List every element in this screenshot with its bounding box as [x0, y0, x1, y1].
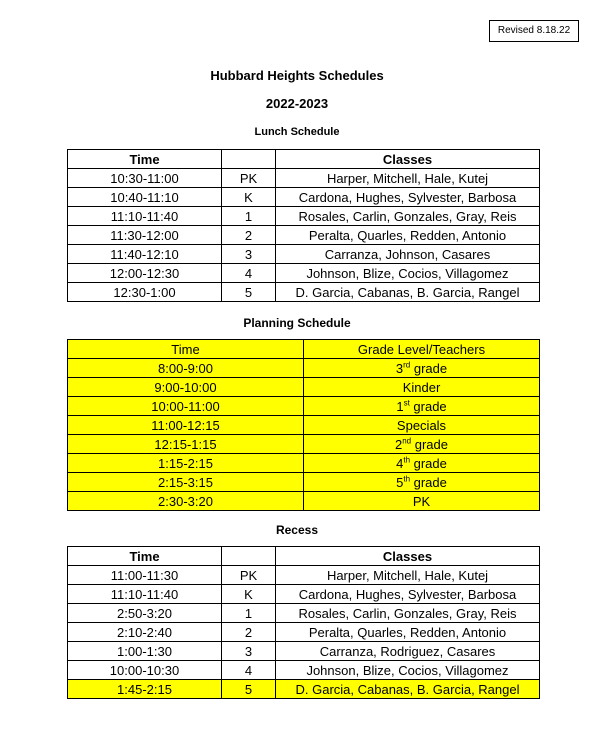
lunch-time-header: Time	[68, 150, 222, 169]
table-row	[68, 416, 540, 435]
grade-cell: K	[222, 188, 276, 207]
time-cell: 11:30-12:00	[68, 226, 222, 245]
grade-label: grade	[410, 455, 447, 471]
time-cell: 11:10-11:40	[68, 207, 222, 226]
table-row	[68, 454, 540, 473]
classes-cell: Peralta, Quarles, Redden, Antonio	[276, 623, 540, 642]
grade-number: 2	[394, 436, 403, 452]
table-row	[68, 226, 540, 245]
classes-cell: Peralta, Quarles, Redden, Antonio	[276, 226, 540, 245]
recess-schedule-table	[67, 546, 540, 699]
table-row	[68, 680, 540, 699]
table-row	[68, 264, 540, 283]
time-cell: 10:30-11:00	[68, 169, 222, 188]
grade-cell: 1	[222, 207, 276, 226]
time-cell: 2:10-2:40	[68, 623, 222, 642]
table-row	[68, 359, 540, 378]
table-row	[68, 188, 540, 207]
grade-cell: 2	[222, 623, 276, 642]
time-cell: 12:00-12:30	[68, 264, 222, 283]
time-cell: 2:15-3:15	[68, 473, 304, 492]
ordinal-suffix: rd	[403, 360, 411, 370]
time-cell: 2:50-3:20	[68, 604, 222, 623]
grade-label: grade	[411, 436, 448, 452]
grade-label: Specials	[396, 417, 447, 433]
ordinal-suffix: st	[403, 398, 410, 408]
table-row	[68, 169, 540, 188]
grade-label: PK	[412, 493, 431, 509]
recess-heading: Recess	[275, 523, 319, 537]
time-cell: 1:45-2:15	[68, 680, 222, 699]
grade-level-cell	[304, 435, 540, 454]
grade-level-cell	[304, 492, 540, 511]
time-cell: 1:00-1:30	[68, 642, 222, 661]
table-row	[68, 492, 540, 511]
recess-time-header: Time	[68, 547, 222, 566]
classes-cell: Cardona, Hughes, Sylvester, Barbosa	[276, 188, 540, 207]
table-row	[68, 435, 540, 454]
planning-grade-header: Grade Level/Teachers	[304, 340, 540, 359]
ordinal-suffix: nd	[402, 436, 412, 446]
classes-cell: Johnson, Blize, Cocios, Villagomez	[276, 264, 540, 283]
grade-level-cell	[304, 359, 540, 378]
grade-label: grade	[410, 474, 447, 490]
classes-cell: Harper, Mitchell, Hale, Kutej	[276, 566, 540, 585]
planning-time-header: Time	[68, 340, 304, 359]
classes-cell: Carranza, Rodriguez, Casares	[276, 642, 540, 661]
lunch-schedule-heading: Lunch Schedule	[254, 126, 340, 138]
time-cell: 9:00-10:00	[68, 378, 304, 397]
time-cell: 2:30-3:20	[68, 492, 304, 511]
grade-cell: 1	[222, 604, 276, 623]
grade-cell: K	[222, 585, 276, 604]
time-cell: 12:15-1:15	[68, 435, 304, 454]
classes-cell: D. Garcia, Cabanas, B. Garcia, Rangel	[276, 283, 540, 302]
table-row	[68, 661, 540, 680]
table-row	[68, 378, 540, 397]
recess-classes-header: Classes	[276, 547, 540, 566]
revision-date-box: Revised 8.18.22	[489, 20, 579, 42]
grade-cell: 4	[222, 264, 276, 283]
grade-level-cell	[304, 397, 540, 416]
table-row	[68, 566, 540, 585]
table-row	[68, 245, 540, 264]
grade-label: grade	[410, 360, 448, 376]
lunch-grade-header	[222, 150, 276, 169]
grade-cell: 5	[222, 283, 276, 302]
grade-number: 1	[396, 398, 404, 414]
grade-cell: 3	[222, 642, 276, 661]
classes-cell: Cardona, Hughes, Sylvester, Barbosa	[276, 585, 540, 604]
planning-schedule-table	[67, 339, 540, 511]
grade-cell: PK	[222, 169, 276, 188]
grade-cell: 5	[222, 680, 276, 699]
grade-level-cell	[304, 473, 540, 492]
school-year: 2022-2023	[265, 96, 329, 111]
grade-level-cell	[304, 454, 540, 473]
grade-cell: 4	[222, 661, 276, 680]
grade-cell: 3	[222, 245, 276, 264]
classes-cell: Harper, Mitchell, Hale, Kutej	[276, 169, 540, 188]
time-cell: 11:00-12:15	[68, 416, 304, 435]
grade-level-cell	[304, 416, 540, 435]
grade-label: Kinder	[402, 379, 441, 395]
classes-cell: Rosales, Carlin, Gonzales, Gray, Reis	[276, 207, 540, 226]
time-cell: 8:00-9:00	[68, 359, 304, 378]
grade-number: 5	[396, 474, 404, 490]
grade-level-cell	[304, 378, 540, 397]
ordinal-suffix: th	[403, 474, 411, 484]
time-cell: 1:15-2:15	[68, 454, 304, 473]
grade-number: 4	[396, 455, 404, 471]
grade-cell: PK	[222, 566, 276, 585]
table-row	[68, 397, 540, 416]
classes-cell: D. Garcia, Cabanas, B. Garcia, Rangel	[276, 680, 540, 699]
grade-cell: 2	[222, 226, 276, 245]
ordinal-suffix: th	[403, 455, 411, 465]
time-cell: 11:10-11:40	[68, 585, 222, 604]
recess-grade-header	[222, 547, 276, 566]
time-cell: 11:40-12:10	[68, 245, 222, 264]
lunch-classes-header: Classes	[276, 150, 540, 169]
classes-cell: Johnson, Blize, Cocios, Villagomez	[276, 661, 540, 680]
time-cell: 10:00-10:30	[68, 661, 222, 680]
table-row	[68, 623, 540, 642]
planning-schedule-heading: Planning Schedule	[243, 316, 351, 330]
time-cell: 10:00-11:00	[68, 397, 304, 416]
time-cell: 12:30-1:00	[68, 283, 222, 302]
table-row	[68, 604, 540, 623]
table-row	[68, 585, 540, 604]
document-title: Hubbard Heights Schedules	[210, 68, 384, 83]
grade-label: grade	[409, 398, 447, 414]
table-row	[68, 207, 540, 226]
classes-cell: Rosales, Carlin, Gonzales, Gray, Reis	[276, 604, 540, 623]
table-row	[68, 473, 540, 492]
time-cell: 11:00-11:30	[68, 566, 222, 585]
time-cell: 10:40-11:10	[68, 188, 222, 207]
table-row	[68, 642, 540, 661]
lunch-schedule-table	[67, 149, 540, 302]
table-row	[68, 283, 540, 302]
grade-number: 3	[395, 360, 404, 376]
classes-cell: Carranza, Johnson, Casares	[276, 245, 540, 264]
